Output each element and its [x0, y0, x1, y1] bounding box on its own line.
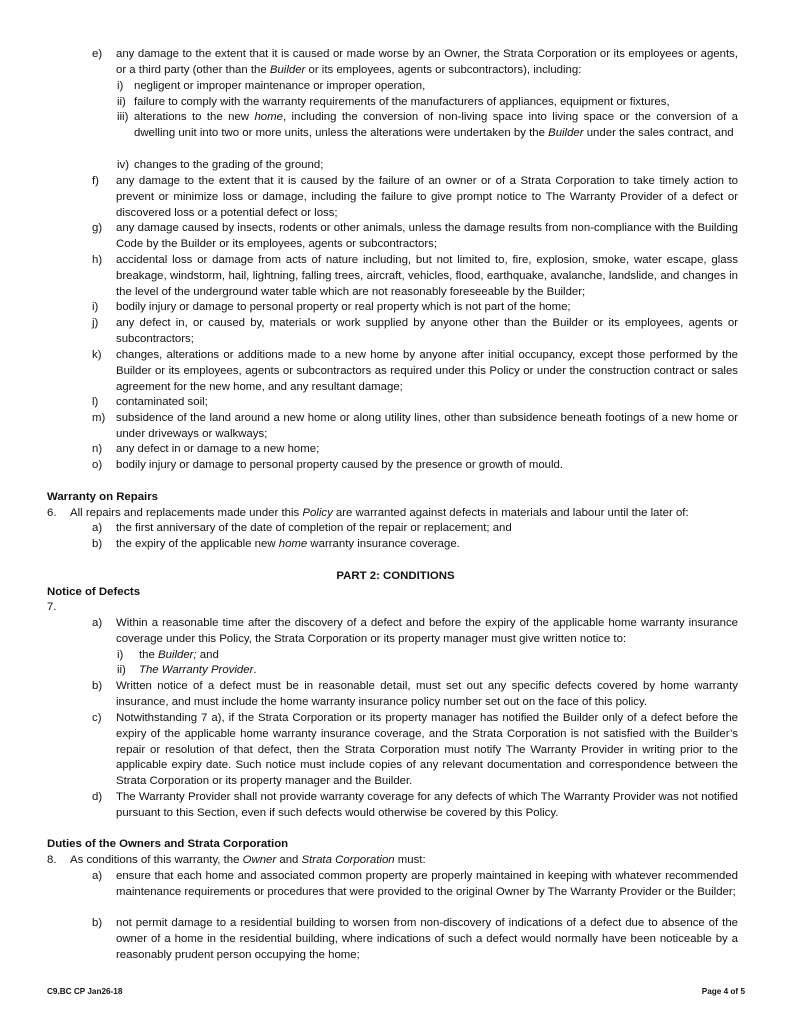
section-7-number: 7.: [47, 601, 57, 613]
section-7-a-ii-text: The Warranty Provider.: [139, 664, 257, 676]
duties-heading: Duties of the Owners and Strata Corporation: [47, 838, 289, 850]
section-7-c-text: Notwithstanding 7 a), if the Strata Corporation or its property manager has notified the Builder only of a defect before the expiry of the applicable home warranty insurance coverage, and the Strata Corporation is not satisfied with the Builder’s repair or resolution of that defect, then the Strata Corporation must notify The Warranty Provider in writing prior to the applicable expiry date. Such notice must include copies of any relevant documentation and correspondence between the Strata Corporation or its property manager and the Builder.: [116, 712, 738, 788]
item-e-i-text: negligent or improper maintenance or improper operation,: [134, 80, 426, 92]
section-7-a-ii-label: ii): [117, 664, 126, 676]
item-l-label: l): [92, 396, 99, 408]
item-k-label: k): [92, 349, 102, 361]
item-l-text: contaminated soil;: [116, 396, 208, 408]
section-6-number: 6.: [47, 507, 57, 519]
item-j-label: j): [92, 317, 99, 329]
footer-page-number: Page 4 of 5: [701, 987, 745, 996]
item-e-iv-text: changes to the grading of the ground;: [134, 159, 324, 171]
section-7-a-label: a): [92, 617, 103, 629]
item-i-label: i): [92, 301, 99, 313]
item-e-iii-label: iii): [117, 111, 129, 123]
item-n-label: n): [92, 443, 103, 455]
section-8-b-label: b): [92, 917, 103, 929]
section-7-b-text: Written notice of a defect must be in reasonable detail, must set out any specific defects covered by home warranty insurance, and must include the home warranty insurance policy number set out on the face of this policy.: [116, 680, 738, 708]
item-e-i-label: i): [117, 80, 124, 92]
item-e-label: e): [92, 48, 103, 60]
notice-of-defects-heading: Notice of Defects: [47, 586, 141, 598]
warranty-on-repairs-heading: Warranty on Repairs: [47, 491, 158, 503]
item-e-iii-text: alterations to the new home, including the conversion of non-living space into living space or the conversion of a dwelling unit into two or more units, unless the alterations were undertaken by the Builder under the sales contract, and: [134, 111, 738, 139]
item-o-text: bodily injury or damage to personal property caused by the presence or growth of mould.: [116, 459, 564, 471]
item-i-text: bodily injury or damage to personal property or real property which is not part of the home;: [116, 301, 571, 313]
section-7-c-label: c): [92, 712, 102, 724]
section-7-b-label: b): [92, 680, 103, 692]
item-e-ii-label: ii): [117, 96, 126, 108]
item-o-label: o): [92, 459, 103, 471]
item-m-label: m): [92, 412, 106, 424]
item-h-text: accidental loss or damage from acts of nature including, but not limited to, fire, explosion, smoke, water escape, glass breakage, windstorm, hail, lightning, falling trees, aircraft, vehicles, flood, earthquake, avalanche, landslide, and changes in the level of the underground water table which are not reasonably foreseeable by the Builder;: [116, 254, 738, 298]
section-8-number: 8.: [47, 854, 57, 866]
item-f-label: f): [92, 175, 99, 187]
section-8-b-text: not permit damage to a residential building to worsen from non-discovery of indications of a defect due to absence of the owner of a home in the residential building, where indications of such a defect would normally have been noticeable by a reasonably prudent person occupying the home;: [116, 917, 738, 961]
section-8-a-label: a): [92, 870, 103, 882]
section-6-b-label: b): [92, 538, 103, 550]
item-h-label: h): [92, 254, 103, 266]
section-6-b-text: the expiry of the applicable new home warranty insurance coverage.: [116, 538, 460, 550]
section-8-text: As conditions of this warranty, the Owner and Strata Corporation must:: [70, 854, 426, 866]
item-f-text: any damage to the extent that it is caused by the failure of an owner or of a Strata Corporation to take timely action to prevent or minimize loss or damage, including the failure to give prompt notice to The Warranty Provider of a defect or discovered loss or a potential defect or loss;: [116, 175, 738, 219]
item-g-label: g): [92, 222, 103, 234]
item-e-text: any damage to the extent that it is caused or made worse by an Owner, the Strata Corporation or its employees or agents, or a third party (other than the Builder or its employees, agents or subcontractors), including:: [116, 48, 738, 76]
section-7-d-label: d): [92, 791, 103, 803]
item-e-ii-text: failure to comply with the warranty requirements of the manufacturers of appliances, equipment or fixtures,: [134, 96, 670, 108]
item-e-iv-label: iv): [117, 159, 130, 171]
item-j-text: any defect in, or caused by, materials or work supplied by anyone other than the Builder or its employees, agents or subcontractors;: [116, 317, 738, 345]
section-7-a-i-text: the Builder; and: [139, 649, 219, 661]
item-k-text: changes, alterations or additions made to a new home by anyone after initial occupancy, except those performed by the Builder or its employees, agents or subcontractors as required under this Policy or under the construction contract or sales agreement for the new home, and any resultant damage;: [116, 349, 738, 393]
section-7-a-i-label: i): [117, 649, 124, 661]
item-m-text: subsidence of the land around a new home or along utility lines, other than subsidence beneath footings of a new home or under driveways or walkways;: [116, 412, 738, 440]
section-6-a-text: the first anniversary of the date of completion of the repair or replacement; and: [116, 522, 512, 534]
part-2-title: PART 2: CONDITIONS: [336, 570, 455, 582]
section-7-d-text: The Warranty Provider shall not provide warranty coverage for any defects of which The Warranty Provider was not notified pursuant to this Section, even if such defects would otherwise be covered by this Policy.: [116, 791, 738, 819]
item-g-text: any damage caused by insects, rodents or other animals, unless the damage results from non-compliance with the Building Code by the Builder or its employees, agents or subcontractors;: [116, 222, 738, 250]
section-6-text: All repairs and replacements made under this Policy are warranted against defects in materials and labour until the later of:: [70, 507, 689, 519]
section-8-a-text: ensure that each home and associated common property are properly maintained in keeping with whatever recommended maintenance requirements or procedures that were provided to the original Owner by The Warranty Provider or the Builder;: [116, 870, 738, 898]
footer-doc-code: C9.BC CP Jan26-18: [47, 987, 123, 996]
section-6-a-label: a): [92, 522, 103, 534]
item-n-text: any defect in or damage to a new home;: [116, 443, 320, 455]
section-7-a-text: Within a reasonable time after the discovery of a defect and before the expiry of the applicable home warranty insurance coverage under this Policy, the Strata Corporation or its property manager must give written notice to:: [116, 617, 738, 645]
